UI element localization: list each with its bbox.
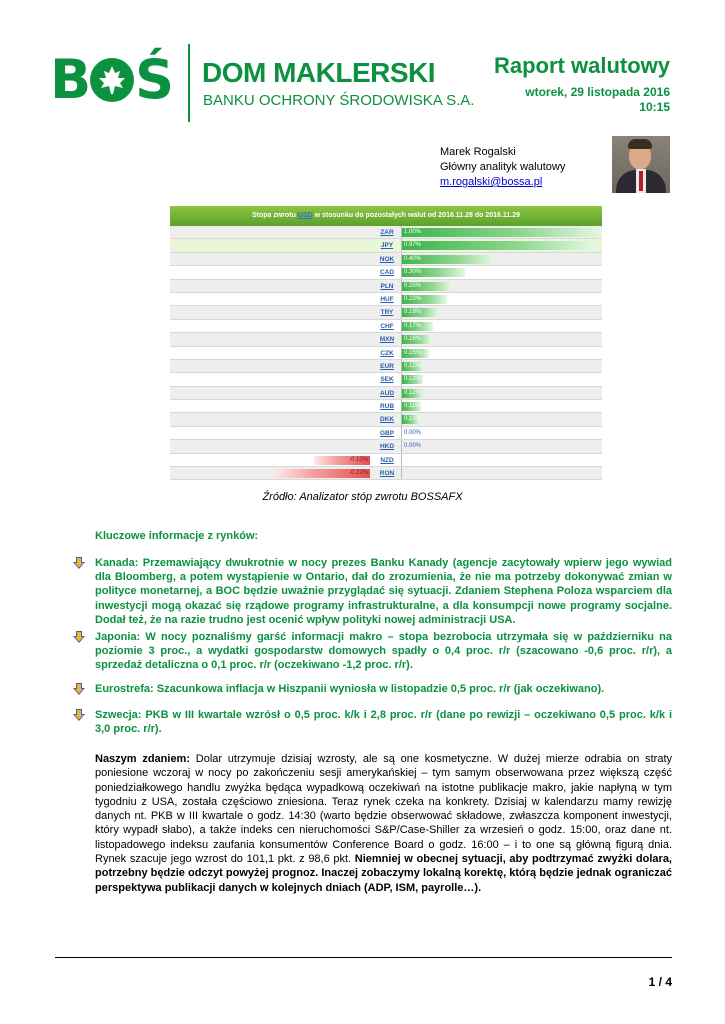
return-value: 0.12% bbox=[404, 376, 422, 383]
table-row bbox=[170, 413, 602, 426]
zero-axis bbox=[401, 454, 402, 466]
positive-return-bar bbox=[402, 241, 596, 250]
bullet-sweden-text: Szwecja: PKB w III kwartale wzrósł o 0,5 proc. k/k i 2,8 proc. r/r (dane po rewizji – oczekiwano 0,5 proc. k/k i 3,0 proc. r/r). bbox=[95, 709, 672, 736]
currency-link[interactable]: PLN bbox=[380, 282, 394, 290]
returns-table-body bbox=[170, 226, 602, 480]
logo-divider bbox=[188, 44, 190, 122]
table-row bbox=[170, 266, 602, 279]
currency-link[interactable]: NOK bbox=[379, 255, 395, 263]
currency-link[interactable]: RUB bbox=[379, 403, 395, 411]
return-value: 0.15% bbox=[404, 349, 422, 356]
currency-link[interactable]: TRY bbox=[380, 309, 394, 317]
table-row bbox=[170, 387, 602, 400]
opinion-body: Dolar utrzymuje dzisiaj wzrosty, ale są one kosmetyczne. W dużej mierze odrabia on straty poniesione wczoraj w nocy po zakończeniu sesji amerykańskiej – tym samym obserwowana przez większą część poniedziałkowego handlu zwyżka będąca wypadkową oczekiwań na istotne publikacje makro, jakie napłyną w tym tygodniu z USA, została częściowo zniesiona. Teraz rynek czeka na konkrety. Dzisiaj w kalendarzu mamy rewizję danych nt. PKB w III kwartale o godz. 14:30 (warto będzie obserwować składowe, zwłaszcza komponent inwestycji, który wypadł słabo), a także indeks cen nieruchomości S&P/Case-Shiller za wrzesień o godz. 15:00, oraz dane nt. listopadowego indeksu zaufania konsumentów Conference Board o godz. 16:00 – i to one są główną figurą dnia. Rynek szacuje jego wzrost do 101,1 pkt. z 98,6 pkt. bbox=[95, 753, 673, 866]
table-row bbox=[170, 454, 602, 467]
currency-link[interactable]: CZK bbox=[380, 349, 394, 357]
currency-link[interactable]: CAD bbox=[379, 269, 395, 277]
return-value: 0.12% bbox=[404, 389, 422, 396]
table-row bbox=[170, 400, 602, 413]
bullet-eurozone bbox=[95, 682, 672, 696]
logo-sub-text: BANKU OCHRONY ŚRODOWISKA S.A. bbox=[203, 92, 475, 109]
zero-axis bbox=[401, 467, 402, 479]
return-value: 0.10% bbox=[404, 416, 422, 423]
analyst-photo bbox=[612, 136, 670, 193]
table-row bbox=[170, 373, 602, 386]
logo-letter-s: Ś bbox=[135, 48, 173, 111]
currency-link[interactable]: AUD bbox=[379, 389, 395, 397]
bullet-japan-text: Japonia: W nocy poznaliśmy garść informacji makro – stopa bezrobocia utrzymała się w październiku na poziomie 3 proc., a wydatki gospodarstw domowych spadły o 0,4 proc. r/r (szacowano -0,6 proc. r/r), a sprzedaż detaliczna o 0,1 proc. r/r (oczekiwano -1,2 proc. r/r). bbox=[95, 631, 672, 672]
currency-link[interactable]: CHF bbox=[380, 322, 394, 330]
logo-letter-b: B bbox=[50, 48, 90, 111]
return-value: 0.16% bbox=[404, 336, 422, 343]
currency-link[interactable]: GBP bbox=[379, 429, 395, 437]
return-value: 0.00% bbox=[404, 443, 422, 450]
currency-link[interactable]: DKK bbox=[379, 416, 395, 424]
maple-leaf-icon bbox=[90, 58, 134, 102]
returns-table-header bbox=[170, 206, 602, 226]
arrow-bullet-icon bbox=[73, 557, 85, 569]
currency-link[interactable]: RON bbox=[379, 470, 395, 478]
footer-divider bbox=[55, 957, 672, 958]
report-time: 10:15 bbox=[639, 100, 670, 114]
return-value: 0.00% bbox=[404, 429, 422, 436]
arrow-bullet-icon bbox=[73, 683, 85, 695]
return-value: 0.40% bbox=[404, 255, 422, 262]
return-value: 0.17% bbox=[404, 322, 422, 329]
table-row bbox=[170, 360, 602, 373]
report-date: wtorek, 29 listopada 2016 bbox=[525, 85, 670, 99]
currency-link[interactable]: ZAR bbox=[380, 229, 394, 236]
table-row bbox=[170, 347, 602, 360]
currency-link[interactable]: MXN bbox=[379, 336, 395, 344]
return-value: -0.22% bbox=[348, 470, 368, 477]
table-row bbox=[170, 306, 602, 319]
header-pre: Stopa zwrotu bbox=[251, 212, 296, 219]
zero-axis bbox=[401, 427, 402, 439]
returns-table bbox=[170, 206, 602, 480]
return-value: 1.00% bbox=[404, 229, 422, 235]
header-base-currency[interactable]: USD bbox=[297, 212, 313, 219]
currency-link[interactable]: HUF bbox=[380, 295, 394, 303]
table-row bbox=[170, 440, 602, 453]
bullet-japan bbox=[95, 630, 672, 673]
return-value: 0.97% bbox=[404, 242, 422, 249]
bullet-canada-text: Kanada: Przemawiający dwukrotnie w nocy prezes Banku Kanady (agencje zacytowały wpierw jego wywiad dla Bloomberg, a potem wystąpienie w Ontario, dał do zrozumienia, że nie ma potrzeby dokonywać zmian w polityce monetarnej, a BOC będzie uważnie przyglądać się sytuacji. Zdaniem Stephena Poloza wsparciem dla inwestycji mogą okazać się rządowe programy infrastrukturalne, a dla konsumpcji nowe programy socjalne. Dodał też, że na razie trudno jest ocenić wpływ polityki nowej administracji USA. bbox=[95, 557, 672, 626]
bullet-sweden bbox=[95, 708, 672, 736]
report-title: Raport walutowy bbox=[493, 53, 670, 78]
currency-link[interactable]: EUR bbox=[380, 362, 394, 370]
arrow-bullet-icon bbox=[73, 631, 85, 643]
table-row bbox=[170, 226, 602, 239]
analyst-info bbox=[440, 145, 565, 190]
table-source: Źródło: Analizator stóp zwrotu BOSSAFX bbox=[262, 491, 463, 503]
currency-link[interactable]: NZD bbox=[380, 456, 394, 464]
table-row bbox=[170, 293, 602, 306]
table-row bbox=[170, 333, 602, 346]
return-value: 0.11% bbox=[404, 403, 421, 410]
table-row bbox=[170, 467, 602, 480]
header-post: w stosunku do pozostałych walut od 2016.11.28 do 2016.11.29 bbox=[314, 212, 521, 219]
bullet-eurozone-text: Eurostrefa: Szacunkowa inflacja w Hiszpanii wyniosła w listopadzie 0,5 proc. r/r (jak oczekiwano). bbox=[95, 683, 605, 695]
opinion-lead: Naszym zdaniem: bbox=[95, 753, 191, 765]
table-row bbox=[170, 280, 602, 293]
table-row bbox=[170, 253, 602, 266]
opinion-paragraph bbox=[95, 752, 672, 895]
currency-link[interactable]: JPY bbox=[380, 242, 394, 250]
zero-axis bbox=[401, 440, 402, 452]
positive-return-bar bbox=[402, 228, 602, 237]
return-value: 0.12% bbox=[404, 362, 422, 369]
table-row bbox=[170, 427, 602, 440]
currency-link[interactable]: SEK bbox=[380, 376, 394, 384]
return-value: 0.19% bbox=[404, 309, 422, 316]
return-value: 0.25% bbox=[404, 282, 422, 289]
bullet-canada bbox=[95, 556, 672, 627]
key-info-title: Kluczowe informacje z rynków: bbox=[95, 530, 259, 542]
return-value: -0.13% bbox=[348, 456, 368, 463]
analyst-name: Marek Rogalski bbox=[440, 146, 516, 158]
logo-bos-text bbox=[50, 50, 172, 110]
opinion-conclusion: Niemniej w obecnej sytuacji, aby podtrzymać zwyżki dolara, potrzebny będzie odczyt powyżej prognoz. Inaczej zobaczymy lokalną korektę, którą będzie jednak ograniczać perspektywa publikacji danych w kolejnych dniach (ADP, ISM, payrolle…). bbox=[95, 853, 672, 894]
table-row bbox=[170, 239, 602, 252]
logo-main-text: DOM MAKLERSKI bbox=[202, 57, 436, 88]
currency-link[interactable]: HKD bbox=[379, 443, 395, 451]
return-value: 0.30% bbox=[404, 269, 422, 276]
page-number: 1 / 4 bbox=[648, 975, 672, 989]
return-value: 0.23% bbox=[404, 295, 422, 302]
arrow-bullet-icon bbox=[73, 709, 85, 721]
company-logo bbox=[50, 44, 475, 124]
analyst-role: Główny analityk walutowy bbox=[440, 161, 566, 173]
table-row bbox=[170, 320, 602, 333]
analyst-email-link[interactable]: m.rogalski@bossa.pl bbox=[440, 176, 543, 188]
